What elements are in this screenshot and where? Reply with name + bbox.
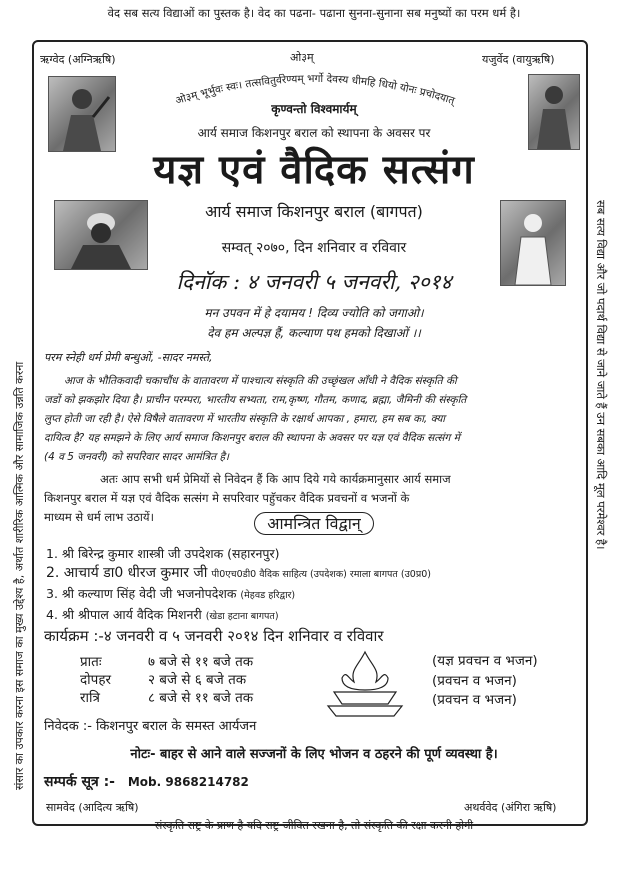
- schedule-row: प्रातः ७ बजे से ११ बजे तक: [80, 654, 254, 670]
- left-margin-quote: संसार का उपकार करना इस समाज का मुख्य उद्देश्य है, अर्थात शारीरिक आत्मिक और सामाजिक उन्नति करना: [13, 361, 26, 790]
- contact-label: सम्पर्क सूत्र :-: [44, 774, 115, 790]
- om-label: ओ३म्: [290, 51, 314, 64]
- schedule-row: रात्रि ८ बजे से ११ बजे तक: [80, 690, 254, 706]
- program-line: कार्यक्रम :-४ जनवरी व ५ जनवरी २०१४ दिन शनिवार व रविवार: [44, 627, 384, 645]
- paragraph-line: (4 व 5 जनवरी) को सपरिवार सादर आमंत्रित है।: [44, 451, 230, 463]
- atharvaveda-label: अथर्ववेद (अंगिरा ऋषि): [464, 801, 557, 814]
- scholars-list: [46, 544, 586, 626]
- havan-kund-icon: [320, 648, 410, 718]
- schedule-row: दोपहर २ बजे से ६ बजे तक: [80, 672, 247, 688]
- schedule-table: [80, 652, 259, 706]
- bottom-quote: संस्कृति राष्ट्र के प्राण है यदि राष्ट्र जीवित रखना है, तो संस्कृति की रक्षा करनी होगी: [154, 819, 474, 832]
- gayatri-text: ओ३म् भूर्भुवः स्वः। तत्सवितुर्वरेण्यम् भर्गो देवस्य धीमहि धियो योनः प्रचोदयात्: [174, 72, 457, 108]
- paragraph-line: अतः आप सभी धर्म प्रेमियों से निवेदन हैं कि आप दिये गये कार्यक्रमानुसार आर्य समाज: [100, 472, 451, 486]
- paragraph-line: लुप्त होती जा रही है। ऐसे विषैले वातावरण में भारतीय संस्कृति के रक्षार्थ आपका , हमारा, हम सब का, क्या: [44, 413, 446, 425]
- scholar-item: 2. आचार्य डा0 धीरज कुमार जी पी0एच0डी0 वैदिक साहित्य (उपदेशक) रमाला बागपत (उ0प्र0): [46, 565, 431, 581]
- schedule-items: [432, 652, 538, 711]
- top-quote: वेद सब सत्य विद्याओं का पुस्तक है। वेद का पढना- पढाना सुनना-सुनाना सब मनुष्यों का परम धर्म है।: [107, 6, 521, 20]
- schedule-item: (प्रवचन व भजन): [432, 672, 517, 689]
- schedule-item: (यज्ञ प्रवचन व भजन): [432, 653, 538, 669]
- event-title: यज्ञ एवं वैदिक सत्संग: [153, 146, 475, 193]
- greeting: परम स्नेही धर्म प्रेमी बन्धुओं, -सादर नमस्ते,: [44, 351, 213, 364]
- poem-line-1: मन उपवन में हे दयामय ! दिव्य ज्योति को जगाओ।: [204, 306, 424, 320]
- invited-scholars-heading: आमन्त्रित विद्वान्: [254, 512, 374, 535]
- contact-line: [44, 772, 249, 791]
- scholar-item: 4. श्री श्रीपाल आर्य वैदिक मिशनरी (खेडा हटाना बागपत): [46, 607, 279, 622]
- occasion-line: आर्य समाज किशनपुर बराल को स्थापना के अवसर पर: [197, 126, 431, 140]
- invited-heading-wrap: [0, 512, 628, 534]
- note-line: नोटः- बाहर से आने वाले सज्जनों के लिए भोजन व ठहरने की पूर्ण व्यवस्था है।: [130, 747, 498, 762]
- krinvanto-line: कृण्वन्तो विश्वमार्यम्: [271, 102, 357, 116]
- paragraph-line: आज के भौतिकवादी चकाचौंध के वातावरण में पाश्चात्य संस्कृति की उच्छृंखल आँधी ने वैदिक संस्कृति की: [64, 375, 457, 387]
- schedule-item: (प्रवचन व भजन): [432, 692, 517, 708]
- invitation-paragraph: [44, 372, 584, 467]
- samaveda-label: सामवेद (आदित्य ऋषि): [46, 801, 139, 814]
- poem-line-2: देव हम अल्पज्ञ हैं, कल्याण पथ हमको दिखाओं ।।: [207, 326, 421, 340]
- paragraph-line: किशनपुर बराल में यज्ञ एवं वैदिक सत्संग मे सपरिवार पहुॅचकर वैदिक प्रवचनों व भजनों के: [44, 491, 410, 505]
- event-subtitle: आर्य समाज किशनपुर बराल (बागपत): [205, 202, 423, 221]
- paragraph-line: जडों को झकझोर दिया है। प्राचीन परम्परा, भारतीय सभ्यता, राम,कृष्ण, गौतम, कणाद, ब्रह्मा, जैमिनी की संस्कृति: [44, 394, 467, 406]
- event-date: दिनॉक : ४ जनवरी ५ जनवरी, २०१४: [176, 270, 452, 294]
- nivedak-line: निवेदक :- किशनपुर बराल के समस्त आर्यजन: [44, 719, 257, 734]
- paragraph-line: माध्यम से धर्म लाभ उठायें।: [44, 510, 154, 524]
- contact-mobile: Mob. 9868214782: [127, 775, 249, 789]
- paragraph-line: दायित्व है? यह समझने के लिए आर्य समाज किशनपुर बराल की स्थापना के अवसर पर यज्ञ एवं वैदिक सत्संग में: [44, 432, 460, 444]
- samvat-line: सम्वत् २०७०, दिन शनिवार व रविवार: [221, 240, 407, 256]
- right-margin-quote: सब सत्य विद्या और जो पदार्थ विद्या से जाने जाते हैं उन सबका आदि मूल परमेश्वर है।: [594, 200, 608, 550]
- scholar-item: 1. श्री बिरेन्द्र कुमार शास्त्री जी उपदेशक (सहारनपुर): [46, 546, 280, 561]
- rigveda-label: ऋग्वेद (अग्निऋषि): [40, 53, 116, 66]
- yajurveda-label: यजुर्वेद (वायुऋषि): [482, 53, 555, 66]
- scholar-item: 3. श्री कल्याण सिंह वेदी जी भजनोपदेशक (मेहवड हरिद्वार): [46, 586, 296, 601]
